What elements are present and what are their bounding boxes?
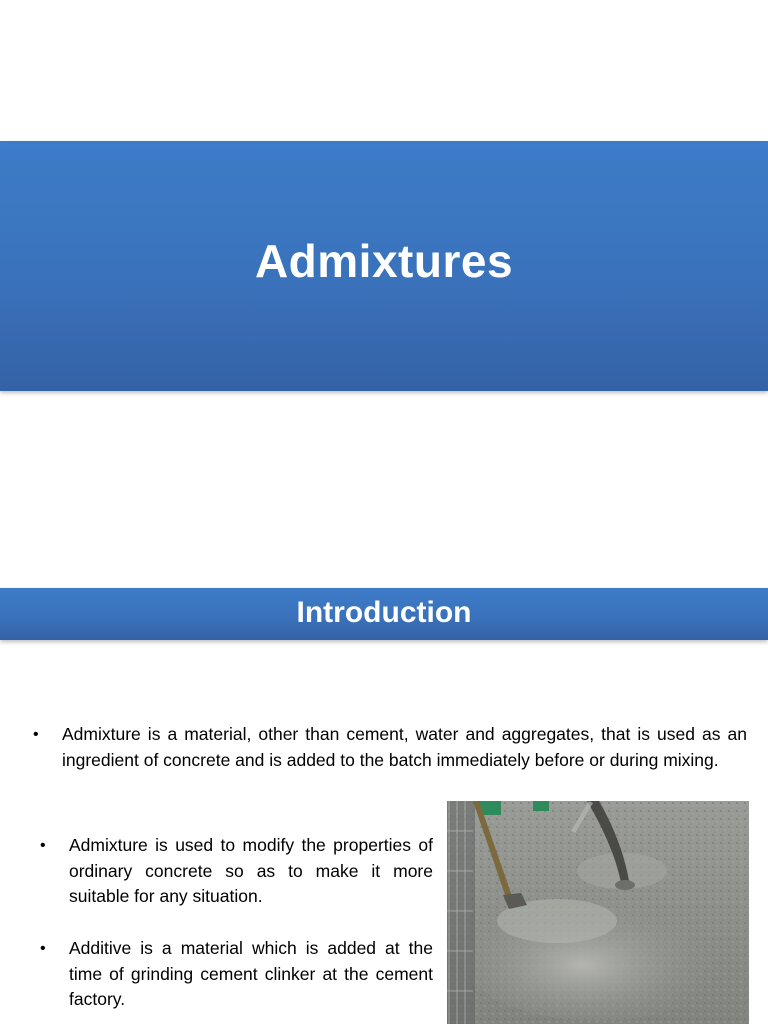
section-heading: Introduction <box>296 596 472 629</box>
slide-title: Admixtures <box>254 235 514 287</box>
bullet-text: Admixture is used to modify the properties of ordinary concrete so as to make it more suitable for any situation. <box>69 835 433 906</box>
bullet-dot-icon: • <box>40 837 46 854</box>
bullet-item <box>40 833 433 910</box>
bullet-text: Admixture is a material, other than cement, water and aggregates, that is used as an ingredient of concrete and is added to the batch immediately before or during mixing. <box>62 724 747 770</box>
bullet-text: Additive is a material which is added at the time of grinding cement clinker at the cement factory. <box>69 938 433 1009</box>
concrete-pouring-photo <box>447 801 749 1024</box>
bullet-item <box>40 936 433 1013</box>
section-banner <box>0 588 768 640</box>
bullet-item <box>33 722 747 773</box>
bullet-dot-icon: • <box>40 940 46 957</box>
title-banner <box>0 141 768 391</box>
bullet-dot-icon: • <box>33 726 39 743</box>
